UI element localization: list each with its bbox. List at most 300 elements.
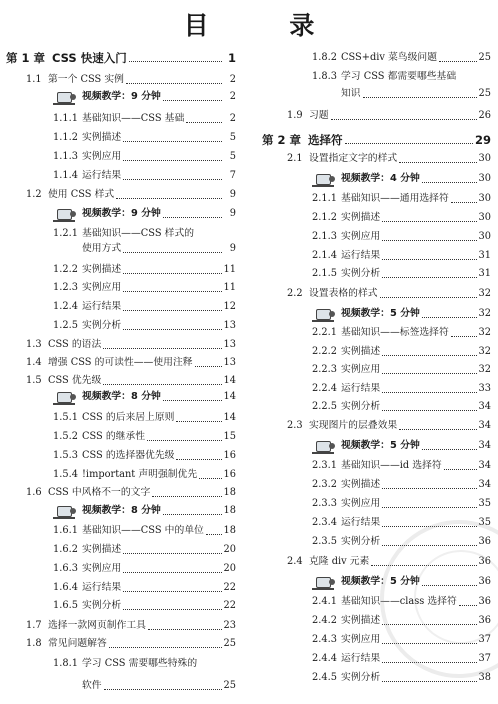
toc-entry-sec	[26, 636, 236, 652]
toc-entry-page: 30	[478, 193, 491, 204]
toc-entry-sub	[53, 130, 236, 146]
toc-entry-page: 18	[223, 487, 236, 498]
toc-entry-sec	[26, 373, 236, 389]
toc-entry-title: 选择符	[308, 133, 343, 147]
toc-entry-title: 增强 CSS 的可读性——使用注释	[48, 357, 193, 368]
toc-entry-page: 34	[478, 420, 491, 431]
toc-entry-title: 设置指定文字的样式	[309, 153, 398, 164]
toc-entry-page: 37	[478, 653, 491, 664]
toc-entry-video	[312, 171, 491, 187]
toc-entry-number: 2.4.2	[312, 615, 337, 626]
toc-entry-sub	[312, 496, 491, 512]
toc-entry-subcont	[82, 241, 236, 257]
dot-leader	[147, 440, 221, 441]
toc-entry-sub	[312, 191, 491, 207]
toc-entry-page: 34	[478, 460, 491, 471]
toc-entry-number: 1.1.4	[53, 170, 78, 181]
toc-entry-page: 36	[478, 556, 491, 567]
toc-entry-title: 实例分析	[341, 536, 381, 547]
toc-entry-sub	[53, 580, 236, 596]
toc-entry-number: 1.5.3	[53, 450, 78, 461]
toc-entry-number: 1.7	[26, 620, 42, 631]
toc-entry-sub	[312, 344, 491, 360]
dot-leader	[123, 609, 221, 610]
toc-entry-number: 2.1.1	[312, 193, 337, 204]
toc-entry-sec	[26, 485, 236, 501]
dot-leader	[123, 179, 222, 180]
toc-entry-number: 1.1.3	[53, 151, 78, 162]
toc-entry-number: 2.3.4	[312, 517, 337, 528]
dot-leader	[439, 61, 477, 62]
toc-entry-title: CSS 优先级	[48, 375, 102, 386]
toc-entry-sub	[53, 168, 236, 184]
toc-entry-sub	[312, 266, 491, 282]
dot-leader	[123, 291, 221, 292]
toc-entry-number: 1.2.2	[53, 264, 78, 275]
toc-entry-number: 2.3.2	[312, 479, 337, 490]
toc-entry-title: 运行结果	[341, 383, 381, 394]
toc-entry-sub	[53, 429, 236, 445]
toc-entry-sub	[53, 523, 236, 539]
toc-entry-title: 运行结果	[341, 653, 381, 664]
toc-entry-number: 1.8	[26, 638, 42, 649]
toc-entry-number: 2.4.5	[312, 672, 337, 683]
toc-entry-title: 基础知识——标签选择符	[341, 327, 449, 338]
toc-entry-number: 2.1.3	[312, 231, 337, 242]
dot-leader	[451, 202, 477, 203]
toc-entry-number: 2.2.3	[312, 364, 337, 375]
dot-leader	[399, 162, 476, 163]
toc-entry-page: 32	[478, 346, 491, 357]
toc-entry-title: 运行结果	[341, 250, 381, 261]
toc-entry-title: 实例分析	[82, 600, 122, 611]
toc-entry-number: 1.6.2	[53, 544, 78, 555]
toc-entry-title: 视频教学：5 分钟	[341, 576, 420, 587]
toc-entry-page: 26	[478, 110, 491, 121]
video-camera-icon	[312, 308, 338, 322]
toc-entry-title: 视频教学：8 分钟	[82, 391, 161, 402]
toc-entry-sec	[26, 72, 236, 88]
dot-leader	[399, 429, 476, 430]
toc-entry-sub	[53, 410, 236, 426]
toc-entry-sub	[53, 656, 236, 672]
video-camera-icon	[53, 391, 79, 405]
toc-entry-page: 31	[478, 268, 491, 279]
toc-entry-title: 实例分析	[341, 401, 381, 412]
toc-entry-number: 1.2	[26, 189, 42, 200]
toc-entry-number: 2.1	[287, 153, 303, 164]
video-camera-icon	[53, 505, 79, 519]
toc-entry-number: 1.2.5	[53, 320, 78, 331]
toc-entry-sub	[53, 561, 236, 577]
toc-entry-number: 2.3.3	[312, 498, 337, 509]
toc-entry-title: 习题	[309, 110, 329, 121]
toc-entry-title: 第一个 CSS 实例	[48, 74, 124, 85]
toc-entry-number: 2.4.1	[312, 596, 337, 607]
toc-entry-number: 1.5.4	[53, 469, 78, 480]
toc-entry-title: 实现图片的层叠效果	[309, 420, 398, 431]
dot-leader	[382, 259, 476, 260]
toc-entry-number: 1.1.1	[53, 113, 78, 124]
toc-entry-page: 29	[474, 133, 491, 147]
toc-entry-title: !important 声明强制优先	[82, 469, 198, 480]
toc-entry-video	[53, 89, 236, 105]
toc-entry-sub	[312, 69, 491, 85]
toc-entry-page: 9	[229, 189, 236, 200]
video-camera-icon	[312, 173, 338, 187]
toc-entry-title: 实例分析	[341, 672, 381, 683]
toc-entry-video	[53, 389, 236, 405]
toc-entry-title: 选择一款网页制作工具	[48, 620, 146, 631]
toc-entry-title: 实例分析	[82, 320, 122, 331]
toc-entry-title: 实例应用	[341, 364, 381, 375]
toc-entry-number: 2.1.4	[312, 250, 337, 261]
toc-entry-title: 运行结果	[82, 582, 122, 593]
dot-leader	[163, 400, 222, 401]
toc-entry-title: 使用方式	[82, 243, 122, 254]
toc-entry-title: 基础知识——CSS 中的单位	[82, 525, 204, 536]
toc-entry-number: 1.5.1	[53, 412, 78, 423]
toc-entry-number: 1.6	[26, 487, 42, 498]
toc-entry-page: 25	[478, 52, 491, 63]
toc-entry-sub	[312, 458, 491, 474]
dot-leader	[382, 507, 476, 508]
toc-entry-page: 32	[478, 288, 491, 299]
toc-entry-title: 基础知识——通用选择符	[341, 193, 449, 204]
toc-entry-number: 1.8.3	[312, 71, 337, 82]
toc-entry-page: 12	[223, 301, 236, 312]
toc-entry-sec	[26, 618, 236, 634]
toc-entry-title: 知识	[341, 88, 361, 99]
toc-entry-number: 1.8.1	[53, 658, 78, 669]
toc-entry-number: 2.2.4	[312, 383, 337, 394]
dot-leader	[123, 329, 221, 330]
toc-entry-subcont	[341, 86, 491, 102]
toc-entry-page: 30	[478, 153, 491, 164]
toc-entry-title: 视频教学：4 分钟	[341, 173, 420, 184]
toc-entry-title: 运行结果	[341, 517, 381, 528]
toc-entry-title: 实例分析	[341, 268, 381, 279]
toc-entry-number: 1.6.1	[53, 525, 78, 536]
dot-leader	[331, 119, 477, 120]
dot-leader	[123, 591, 221, 592]
toc-entry-sec	[26, 337, 236, 353]
toc-entry-title: 基础知识——CSS 样式的	[82, 228, 195, 239]
dot-leader	[444, 469, 477, 470]
toc-entry-number: 第 2 章	[262, 133, 302, 147]
dot-leader	[422, 182, 477, 183]
toc-entry-page: 9	[229, 243, 236, 254]
toc-entry-page: 30	[478, 231, 491, 242]
toc-entry-video	[53, 503, 236, 519]
toc-entry-sub	[53, 318, 236, 334]
toc-entry-sec	[287, 108, 491, 124]
toc-entry-video	[312, 438, 491, 454]
toc-entry-title: 实例应用	[82, 282, 122, 293]
toc-entry-sub	[53, 111, 236, 127]
toc-entry-chap	[6, 50, 236, 66]
toc-entry-page: 30	[478, 173, 491, 184]
toc-entry-number: 第 1 章	[6, 51, 46, 65]
toc-entry-number: 2.1.2	[312, 212, 337, 223]
toc-entry-sub	[53, 262, 236, 278]
toc-entry-title: 学习 CSS 都需要哪些基础	[341, 71, 457, 82]
toc-entry-sub	[312, 381, 491, 397]
dot-leader	[123, 141, 222, 142]
toc-entry-page: 34	[478, 440, 491, 451]
toc-entry-title: CSS+div 菜鸟级问题	[341, 52, 437, 63]
video-camera-icon	[312, 440, 338, 454]
toc-entry-page: 25	[223, 680, 236, 691]
toc-entry-number: 1.2.1	[53, 228, 78, 239]
toc-entry-page: 32	[478, 364, 491, 375]
toc-entry-number: 1.1.2	[53, 132, 78, 143]
dot-leader	[163, 100, 222, 101]
dot-leader	[345, 143, 473, 144]
toc-entry-page: 18	[223, 505, 236, 516]
toc-entry-page: 16	[223, 469, 236, 480]
toc-entry-sec	[287, 418, 491, 434]
toc-entry-number: 2.2.5	[312, 401, 337, 412]
toc-entry-sub	[53, 467, 236, 483]
toc-entry-page: 36	[478, 615, 491, 626]
toc-entry-title: 视频教学：8 分钟	[82, 505, 161, 516]
toc-entry-title: 实例应用	[341, 634, 381, 645]
toc-entry-sub	[312, 399, 491, 415]
toc-entry-number: 1.8.2	[312, 52, 337, 63]
dot-leader	[382, 240, 476, 241]
toc-entry-page: 18	[223, 525, 236, 536]
toc-entry-page: 35	[478, 517, 491, 528]
video-camera-icon	[53, 208, 79, 222]
toc-entry-page: 22	[223, 582, 236, 593]
toc-entry-title: 视频教学：9 分钟	[82, 91, 161, 102]
toc-entry-page: 34	[478, 401, 491, 412]
toc-entry-sub	[312, 210, 491, 226]
toc-entry-page: 36	[478, 576, 491, 587]
toc-entry-page: 2	[229, 91, 236, 102]
toc-entry-page: 22	[223, 600, 236, 611]
toc-entry-number: 1.3	[26, 339, 42, 350]
dot-leader	[186, 122, 222, 123]
dot-leader	[148, 629, 222, 630]
toc-entry-page: 36	[478, 596, 491, 607]
toc-entry-number: 1.2.4	[53, 301, 78, 312]
toc-entry-sub	[312, 248, 491, 264]
dot-leader	[123, 160, 222, 161]
toc-entry-title: 实例应用	[82, 563, 122, 574]
toc-entry-page: 7	[229, 170, 236, 181]
toc-entry-number: 2.3.5	[312, 536, 337, 547]
dot-leader	[176, 421, 221, 422]
toc-entry-number: 2.4.3	[312, 634, 337, 645]
toc-entry-title: 视频教学：5 分钟	[341, 440, 420, 451]
dot-leader	[382, 355, 476, 356]
dot-leader	[103, 348, 221, 349]
toc-entry-sub	[312, 362, 491, 378]
toc-entry-page: 1	[227, 51, 236, 65]
toc-entry-sub	[312, 325, 491, 341]
toc-entry-title: 基础知识——id 选择符	[341, 460, 442, 471]
toc-entry-number: 1.5	[26, 375, 42, 386]
toc-entry-title: 实例描述	[82, 544, 122, 555]
toc-entry-title: CSS 的继承性	[82, 431, 146, 442]
toc-entry-number: 2.2.1	[312, 327, 337, 338]
toc-entry-sec	[287, 286, 491, 302]
toc-entry-number: 1.1	[26, 74, 42, 85]
dot-leader	[104, 689, 222, 690]
toc-entry-subcont	[82, 678, 236, 694]
toc-entry-page: 11	[223, 282, 236, 293]
toc-entry-page: 20	[223, 563, 236, 574]
toc-entry-page: 13	[223, 320, 236, 331]
dot-leader	[176, 459, 221, 460]
watermark-stamp-inner	[414, 550, 498, 644]
toc-entry-title: 运行结果	[82, 170, 122, 181]
toc-entry-page: 33	[478, 383, 491, 394]
toc-entry-page: 25	[223, 638, 236, 649]
toc-entry-page: 34	[478, 479, 491, 490]
toc-entry-sub	[53, 542, 236, 558]
dot-leader	[123, 310, 221, 311]
dot-leader	[382, 392, 476, 393]
dot-leader	[380, 297, 477, 298]
toc-entry-page: 36	[478, 536, 491, 547]
toc-entry-sub	[53, 226, 236, 242]
toc-entry-title: 实例描述	[341, 615, 381, 626]
toc-entry-title: 视频教学：9 分钟	[82, 208, 161, 219]
toc-entry-page: 38	[478, 672, 491, 683]
toc-entry-chap	[262, 132, 491, 148]
toc-entry-page: 31	[478, 250, 491, 261]
toc-entry-page: 5	[229, 132, 236, 143]
toc-entry-number: 1.6.5	[53, 600, 78, 611]
toc-entry-page: 32	[478, 308, 491, 319]
dot-leader	[422, 317, 477, 318]
toc-entry-title: CSS 的选择器优先级	[82, 450, 175, 461]
toc-entry-title: 实例应用	[341, 498, 381, 509]
toc-entry-page: 23	[223, 620, 236, 631]
dot-leader	[163, 217, 222, 218]
dot-leader	[363, 97, 477, 98]
dot-leader	[382, 221, 476, 222]
toc-entry-page: 9	[229, 208, 236, 219]
toc-entry-number: 1.4	[26, 357, 42, 368]
toc-entry-page: 37	[478, 634, 491, 645]
toc-entry-title: 使用 CSS 样式	[48, 189, 115, 200]
toc-entry-number: 2.3.1	[312, 460, 337, 471]
toc-entry-title: 基础知识——class 选择符	[341, 596, 457, 607]
dot-leader	[195, 366, 222, 367]
toc-entry-title: CSS 的语法	[48, 339, 102, 350]
dot-leader	[123, 252, 222, 253]
toc-entry-title: 实例描述	[82, 264, 122, 275]
toc-entry-number: 1.5.2	[53, 431, 78, 442]
dot-leader	[109, 647, 222, 648]
toc-entry-page: 2	[229, 113, 236, 124]
toc-entry-sec	[26, 355, 236, 371]
dot-leader	[103, 384, 221, 385]
toc-entry-page: 5	[229, 151, 236, 162]
toc-entry-page: 13	[223, 339, 236, 350]
toc-entry-video	[53, 206, 236, 222]
dot-leader	[382, 373, 476, 374]
toc-entry-page: 2	[229, 74, 236, 85]
toc-entry-page: 15	[223, 431, 236, 442]
dot-leader	[163, 514, 222, 515]
toc-entry-page: 32	[478, 327, 491, 338]
toc-entry-page: 25	[478, 88, 491, 99]
toc-entry-sub	[312, 50, 491, 66]
toc-entry-title: 学习 CSS 需要哪些特殊的	[82, 658, 198, 669]
toc-entry-number: 1.2.3	[53, 282, 78, 293]
dot-leader	[123, 572, 221, 573]
toc-entry-number: 2.1.5	[312, 268, 337, 279]
toc-entry-title: 实例描述	[341, 346, 381, 357]
toc-entry-sub	[312, 229, 491, 245]
toc-entry-title: 实例描述	[341, 212, 381, 223]
toc-entry-page: 16	[223, 450, 236, 461]
dot-leader	[206, 534, 222, 535]
dot-leader	[152, 496, 221, 497]
toc-entry-sub	[53, 149, 236, 165]
toc-entry-title: 实例描述	[341, 479, 381, 490]
toc-entry-number: 2.3	[287, 420, 303, 431]
toc-entry-title: 实例应用	[82, 151, 122, 162]
dot-leader	[382, 681, 476, 682]
toc-entry-number: 2.2.2	[312, 346, 337, 357]
toc-entry-title: 软件	[82, 680, 102, 691]
toc-entry-page: 20	[223, 544, 236, 555]
toc-entry-title: CSS 的后来居上原则	[82, 412, 175, 423]
toc-entry-sub	[53, 448, 236, 464]
toc-entry-title: 视频教学：5 分钟	[341, 308, 420, 319]
dot-leader	[422, 449, 477, 450]
dot-leader	[129, 61, 222, 62]
dot-leader	[382, 277, 476, 278]
dot-leader	[123, 553, 221, 554]
toc-entry-page: 14	[223, 412, 236, 423]
toc-entry-page: 14	[223, 375, 236, 386]
toc-entry-title: 运行结果	[82, 301, 122, 312]
dot-leader	[199, 478, 221, 479]
toc-entry-title: 常见问题解答	[48, 638, 107, 649]
toc-entry-title: 设置表格的样式	[309, 288, 378, 299]
toc-entry-sec	[26, 187, 236, 203]
dot-leader	[126, 83, 222, 84]
toc-entry-sub	[53, 598, 236, 614]
video-camera-icon	[312, 576, 338, 590]
toc-entry-title: 克隆 div 元素	[309, 556, 370, 567]
dot-leader	[382, 488, 476, 489]
toc-entry-title: 实例描述	[82, 132, 122, 143]
toc-entry-sub	[53, 299, 236, 315]
page-title: 目 录	[183, 11, 351, 40]
toc-entry-number: 2.4.4	[312, 653, 337, 664]
toc-entry-number: 1.6.4	[53, 582, 78, 593]
dot-leader	[451, 336, 477, 337]
dot-leader	[382, 410, 476, 411]
toc-entry-number: 1.9	[287, 110, 303, 121]
toc-entry-sec	[287, 151, 491, 167]
toc-entry-title: 基础知识——CSS 基础	[82, 113, 185, 124]
toc-entry-number: 1.6.3	[53, 563, 78, 574]
toc-entry-page: 13	[223, 357, 236, 368]
toc-entry-page: 35	[478, 498, 491, 509]
dot-leader	[116, 198, 222, 199]
toc-entry-number: 2.4	[287, 556, 303, 567]
toc-entry-page: 11	[223, 264, 236, 275]
